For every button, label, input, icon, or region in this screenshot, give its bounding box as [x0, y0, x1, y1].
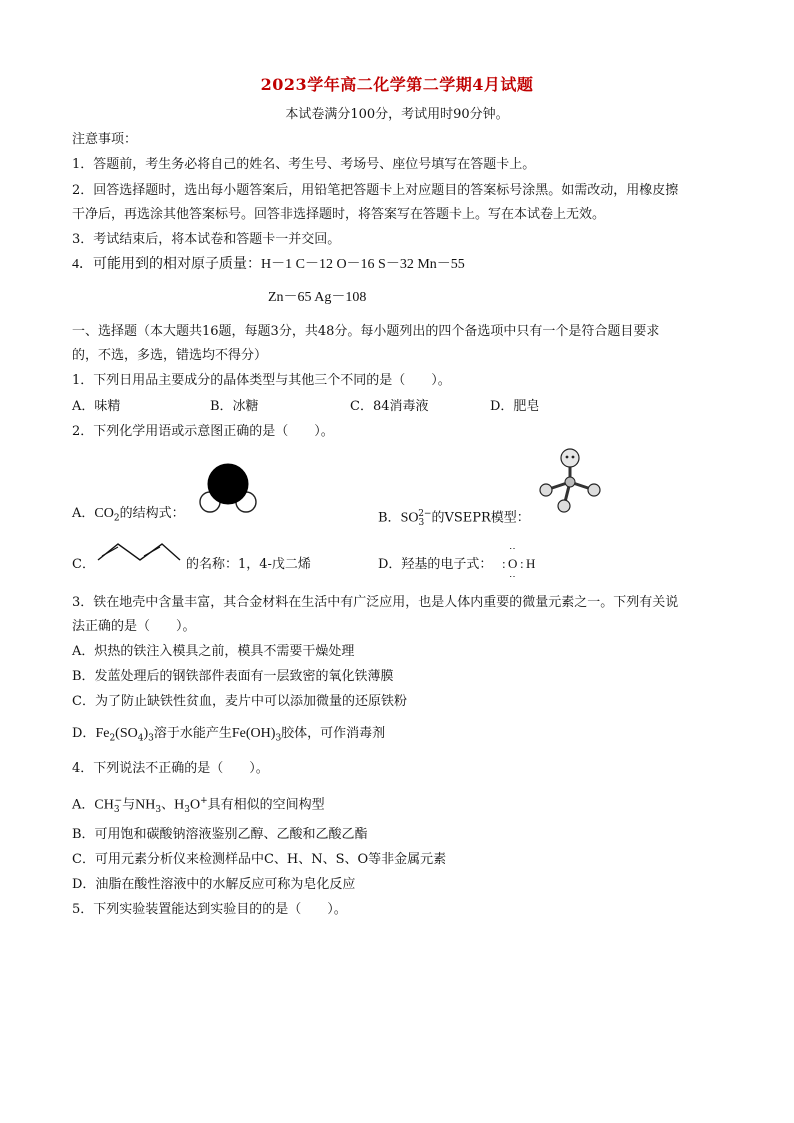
- q2-option-c-label: C．: [72, 557, 95, 572]
- hydroxyl-electron-formula: ‥ : O : H ‥: [502, 541, 536, 580]
- q4-option-c: C．可用元素分析仪来检测样品中C、H、N、S、O等非金属元素: [72, 852, 447, 867]
- q3-option-c: C．为了防止缺铁性贫血，麦片中可以添加微量的还原铁粉: [72, 694, 407, 709]
- note-4: 4．可能用到的相对原子质量：H－1 C－12 O－16 S－32 Mn－55: [72, 257, 465, 272]
- q1-option-a: A．味精: [72, 399, 121, 414]
- co2-space-filling-model-icon: [196, 462, 256, 520]
- note-2a: 2．回答选择题时，选出每小题答案后，用铅笔把答题卡上对应题目的答案标号涂黑。如需改动，用橡皮擦: [72, 183, 679, 198]
- notes-heading: 注意事项：: [72, 132, 138, 147]
- q2-option-c: 的名称：1，4-戊二烯: [186, 557, 311, 572]
- section1-heading-a: 一、选择题（本大题共16题，每题3分，共48分。每小题列出的四个备选项中只有一个是符合题目要求: [72, 324, 660, 339]
- q4-option-b: B．可用饱和碳酸钠溶液鉴别乙醇、乙酸和乙酸乙酯: [72, 827, 368, 842]
- q1-option-d: D．肥皂: [490, 399, 540, 414]
- diene-skeletal-formula-icon: [96, 536, 182, 566]
- q2-stem: 2．下列化学用语或示意图正确的是（ ）。: [72, 424, 334, 439]
- section1-heading-b: 的，不选，多选，错选均不得分）: [72, 348, 268, 363]
- q1-option-b: B．冰糖: [210, 399, 259, 414]
- note-1: 1．答题前，考生务必将自己的姓名、考生号、考场号、座位号填写在答题卡上。: [72, 157, 536, 172]
- q3-option-a: A．炽热的铁注入模具之前，模具不需要干燥处理: [72, 644, 355, 659]
- q4-option-d: D．油脂在酸性溶液中的水解反应可称为皂化反应: [72, 877, 356, 892]
- page-title: 2023学年高二化学第二学期4月试题: [260, 75, 534, 94]
- q1-stem: 1．下列日用品主要成分的晶体类型与其他三个不同的是（ ）。: [72, 373, 451, 388]
- q3-stem-a: 3．铁在地壳中含量丰富，其合金材料在生活中有广泛应用，也是人体内重要的微量元素之一。下列有关说: [72, 595, 679, 610]
- q5-stem: 5．下列实验装置能达到实验目的的是（ ）。: [72, 902, 347, 917]
- note-2b: 干净后，再选涂其他答案标号。回答非选择题时，将答案写在答题卡上。写在本试卷上无效。: [72, 207, 606, 222]
- q3-stem-b: 法正确的是（ ）。: [72, 619, 196, 634]
- q4-option-a: A．$CH_3^-$与$NH_3$、$H_3O^+$具有相似的空间构型: [72, 796, 325, 815]
- q3-option-b: B．发蓝处理后的钢铁部件表面有一层致密的氧化铁薄膜: [72, 669, 394, 684]
- q4-stem: 4．下列说法不正确的是（ ）。: [72, 761, 269, 776]
- vsepr-model-icon: [534, 442, 610, 514]
- q2-option-b: B．$SO_3^{2-}$的VSEPR模型：: [378, 509, 530, 528]
- q2-option-d: D．羟基的电子式：: [378, 557, 493, 572]
- note-4b: Zn－65 Ag－108: [268, 290, 367, 305]
- q1-option-c: C．84消毒液: [350, 399, 429, 414]
- subtitle: 本试卷满分100分，考试用时90分钟。: [285, 107, 509, 122]
- q3-option-d: D．$Fe_2(SO_4)_3$溶于水能产生$Fe(OH)_3$胶体，可作消毒剂: [72, 726, 386, 744]
- q2-option-a: A．$CO_2$的结构式：: [72, 506, 185, 524]
- note-3: 3．考试结束后，将本试卷和答题卡一并交回。: [72, 232, 341, 247]
